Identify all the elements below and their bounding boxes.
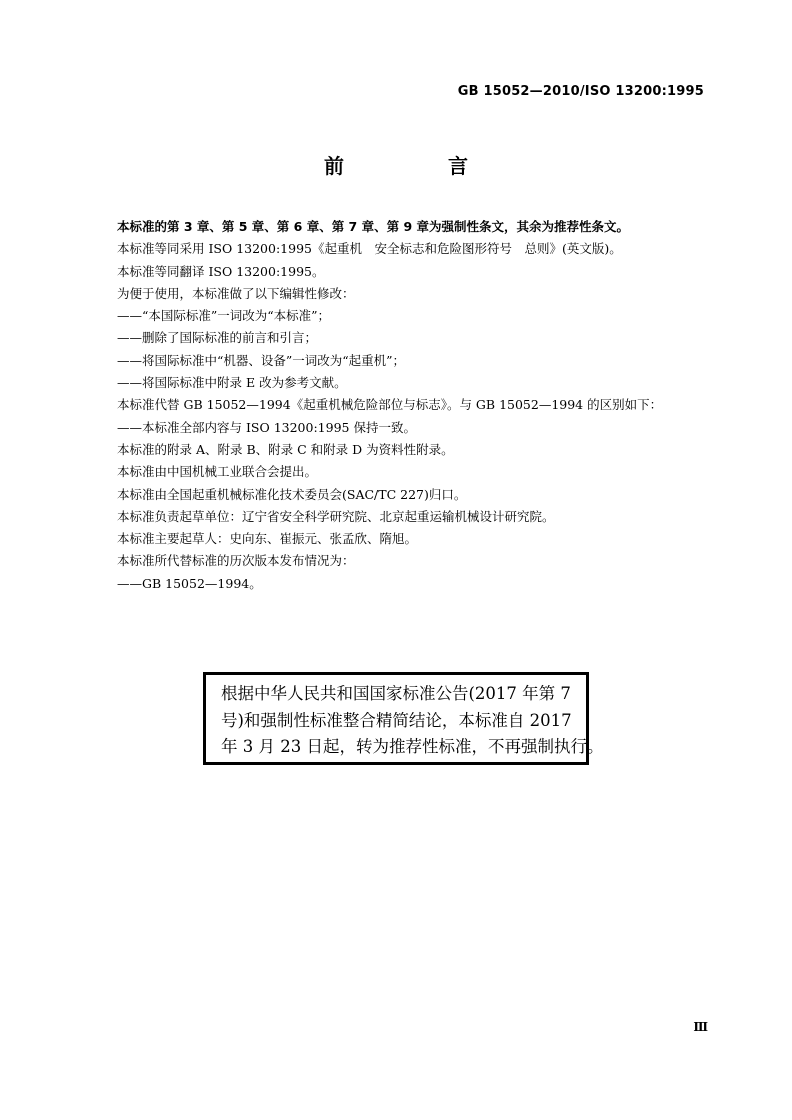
standard-code: GB 15052—2010/ISO 13200:1995 — [457, 84, 704, 99]
foreword-body — [117, 216, 717, 595]
paragraph-12: 本标准由中国机械工业联合会提出。 — [117, 464, 318, 480]
paragraph-8: ——将国际标准中附录 E 改为参考文献。 — [117, 375, 347, 391]
page-number: Ⅲ — [693, 1020, 708, 1034]
notice-box — [203, 672, 604, 765]
paragraph-3: 本标准等同翻译 ISO 13200:1995。 — [117, 263, 325, 279]
paragraph-14: 本标准负责起草单位：辽宁省安全科学研究院、北京起重运输机械设计研究院。 — [117, 508, 555, 524]
notice-line: 年 3 月 23 日起，转为推荐性标准，不再强制执行。 — [221, 737, 604, 756]
page-title: 前 言 — [324, 154, 510, 178]
paragraph-15: 本标准主要起草人：史向东、崔振元、张孟欣、隋旭。 — [117, 531, 418, 547]
paragraph-9: 本标准代替 GB 15052—1994《起重机械危险部位与标志》。与 GB 15052—1994 的区别如下： — [117, 397, 663, 413]
paragraph-13: 本标准由全国起重机械标准化技术委员会(SAC/TC 227)归口。 — [117, 486, 467, 502]
paragraph-11: 本标准的附录 A、附录 B、附录 C 和附录 D 为资料性附录。 — [117, 441, 454, 457]
paragraph-4: 为便于使用，本标准做了以下编辑性修改： — [117, 285, 355, 301]
paragraph-6: ——删除了国际标准的前言和引言； — [117, 330, 318, 346]
paragraph-17: ——GB 15052—1994。 — [117, 575, 262, 591]
paragraph-10: ——本标准全部内容与 ISO 13200:1995 保持一致。 — [117, 419, 416, 435]
notice-line: 号)和强制性标准整合精简结论，本标准自 2017 — [221, 710, 572, 730]
notice-line: 根据中华人民共和国国家标准公告(2017 年第 7 — [221, 684, 571, 703]
paragraph-2: 本标准等同采用 ISO 13200:1995《起重机 安全标志和危险图形符号 总则》(英文版)。 — [117, 241, 622, 257]
paragraph-5: ——“本国际标准”一词改为“本标准”； — [117, 308, 331, 324]
paragraph-7: ——将国际标准中“机器、设备”一词改为“起重机”； — [117, 352, 406, 368]
paragraph-16: 本标准所代替标准的历次版本发布情况为： — [117, 553, 355, 569]
paragraph-1: 本标准的第 3 章、第 5 章、第 6 章、第 7 章、第 9 章为强制性条文，其余为推荐性条文。 — [117, 219, 630, 234]
